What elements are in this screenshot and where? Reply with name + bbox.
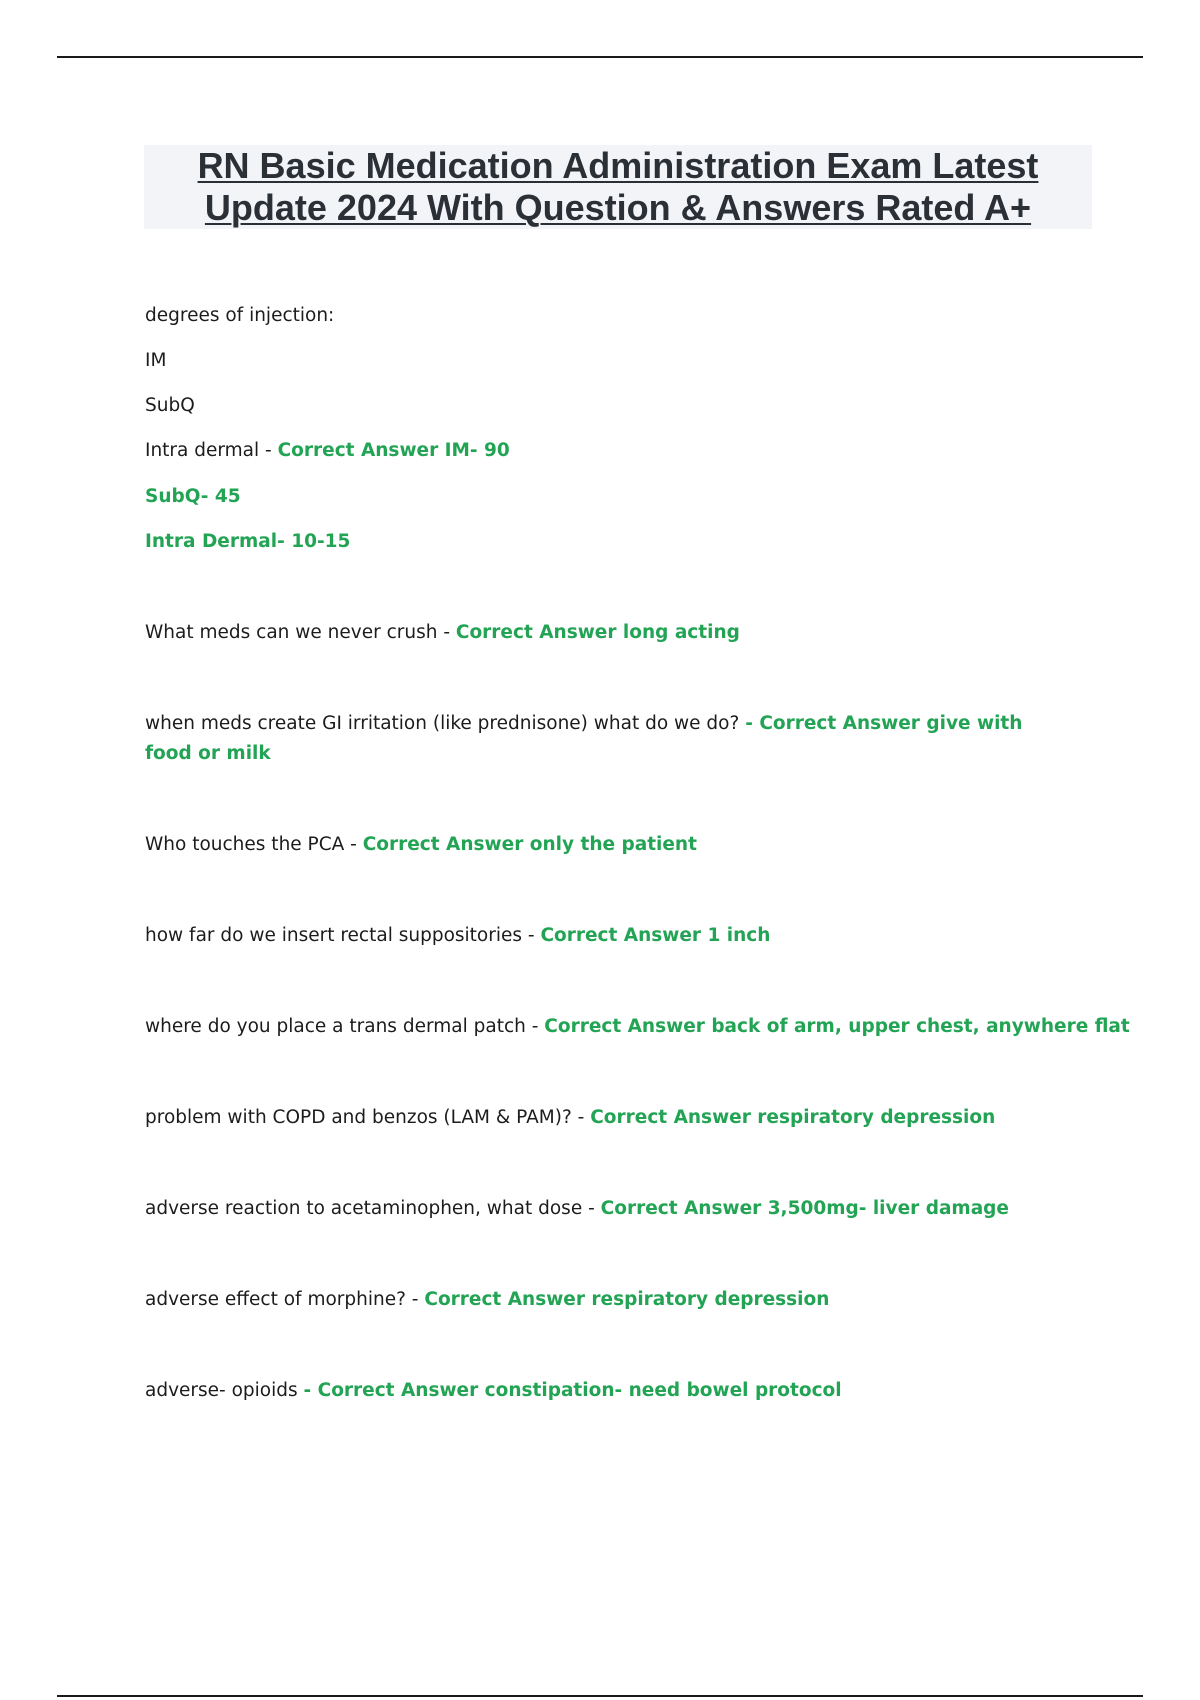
qa-item [145,1012,1130,1042]
question-text: Intra dermal - [145,440,278,461]
answer-text: - Correct Answer constipation- need bowel protocol [303,1380,842,1401]
document-title [144,145,1092,229]
answer-text: - Correct Answer give with food or milk [145,713,1023,764]
qa-item [145,921,770,951]
footer-rule [57,1695,1143,1697]
answer-text: Correct Answer respiratory depression [590,1107,996,1128]
question-text: problem with COPD and benzos (LAM & PAM)? - [145,1107,591,1128]
answer-text: Correct Answer only the patient [362,834,697,855]
question-text: adverse effect of morphine? - [145,1289,425,1310]
answer-text: Correct Answer respiratory depression [424,1289,830,1310]
question-text: how far do we insert rectal suppositories - [145,925,541,946]
qa-item [145,436,510,466]
qa-item [145,618,740,648]
answer-text: Intra Dermal- 10-15 [145,531,351,552]
qa-item [145,1103,995,1133]
question-text: degrees of injection: [145,305,335,326]
answer-text: Correct Answer 1 inch [540,925,771,946]
question-text: What meds can we never crush - [145,622,456,643]
question-text: SubQ [145,395,195,416]
qa-item [145,830,697,860]
header-rule [57,56,1143,58]
answer-line [145,527,350,557]
question-text: IM [145,350,167,371]
title-line-1: RN Basic Medication Administration Exam Latest [197,145,1039,186]
qa-item [145,1194,1009,1224]
answer-text: Correct Answer long acting [455,622,740,643]
question-text: adverse reaction to acetaminophen, what dose - [145,1198,601,1219]
question-text: adverse- opioids [145,1380,304,1401]
title-line-2: Update 2024 With Question & Answers Rated A+ [204,187,1032,228]
qa-item [145,1376,842,1406]
qa-item [145,1285,829,1315]
question-text: Who touches the PCA - [145,834,363,855]
question-text: where do you place a trans dermal patch - [145,1016,545,1037]
answer-text: SubQ- 45 [145,486,241,507]
answer-line [145,482,241,512]
answer-text: Correct Answer back of arm, upper chest, anywhere flat [544,1016,1130,1037]
answer-text: Correct Answer 3,500mg- liver damage [600,1198,1009,1219]
question-text: when meds create GI irritation (like prednisone) what do we do? [145,713,746,734]
qa-item [145,709,1070,769]
answer-text: Correct Answer IM- 90 [277,440,510,461]
